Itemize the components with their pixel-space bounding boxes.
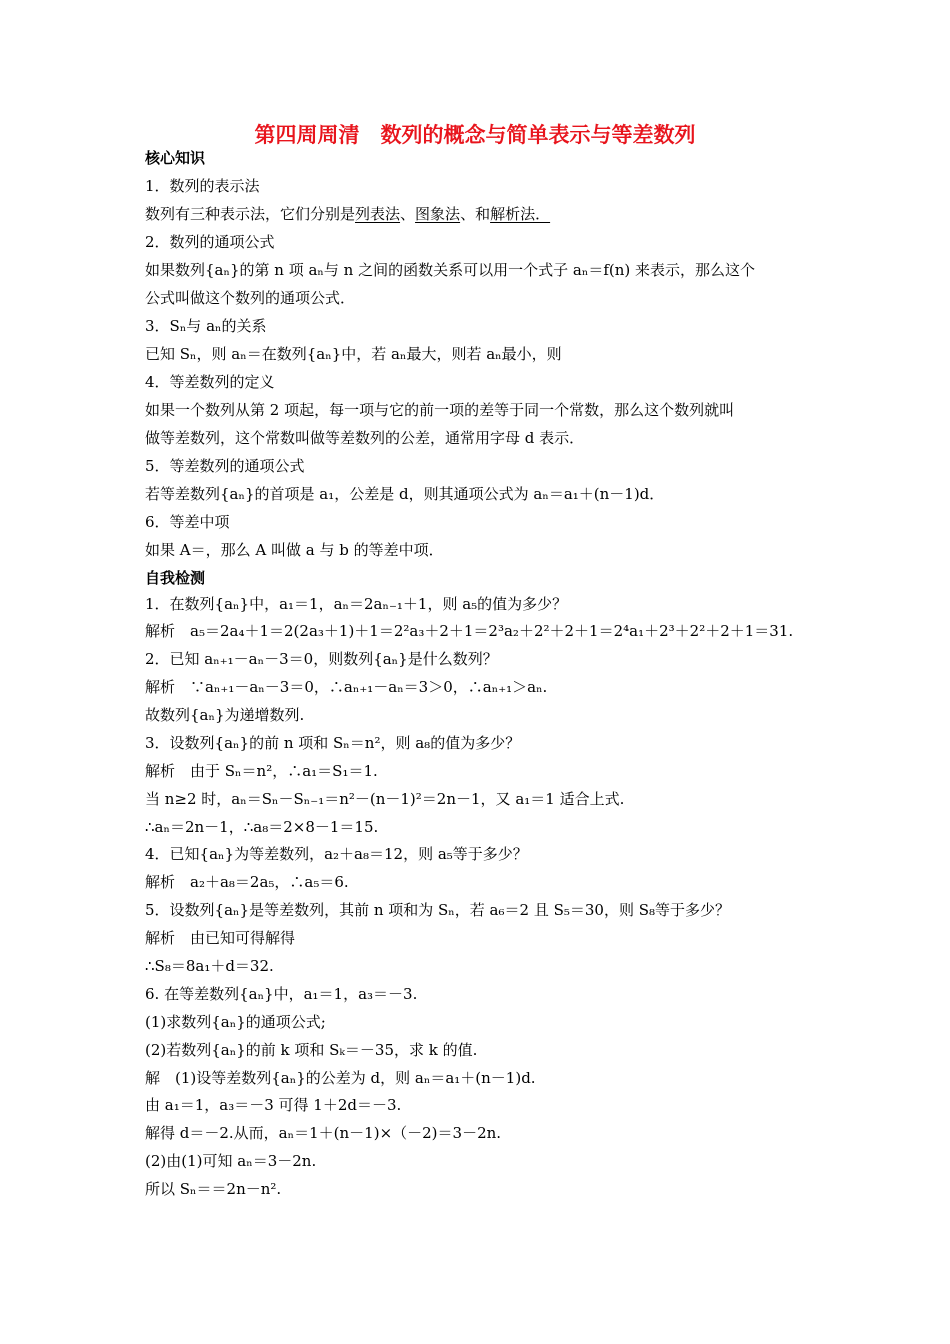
knowledge-6-heading: 6．等差中项 xyxy=(145,513,230,531)
question-6-solution-2: 由 a₁＝1，a₃＝－3 可得 1＋2d＝－3. xyxy=(145,1096,402,1114)
knowledge-4-line1: 如果一个数列从第 2 项起，每一项与它的前一项的差等于同一个常数，那么这个数列就叫 xyxy=(145,401,735,419)
knowledge-2-line2: 公式叫做这个数列的通项公式． xyxy=(145,289,356,307)
knowledge-5-heading: 5．等差数列的通项公式 xyxy=(145,457,305,475)
knowledge-4-heading: 4．等差数列的定义 xyxy=(145,373,275,391)
question-3: 3．设数列{aₙ}的前 n 项和 Sₙ＝n²，则 a₈的值为多少？ xyxy=(145,734,521,752)
knowledge-6-text: 如果 A＝，那么 A 叫做 a 与 b 的等差中项． xyxy=(145,541,444,559)
knowledge-2-heading: 2．数列的通项公式 xyxy=(145,233,275,251)
question-4: 4．已知{aₙ}为等差数列，a₂＋a₈＝12，则 a₅等于多少？ xyxy=(145,845,528,863)
knowledge-3-text: 已知 Sₙ，则 aₙ＝在数列{aₙ}中，若 aₙ最大，则若 aₙ最小，则 xyxy=(145,345,562,363)
question-6: 6. 在等差数列{aₙ}中，a₁＝1，a₃＝－3. xyxy=(145,985,418,1003)
question-1: 1．在数列{aₙ}中，a₁＝1，aₙ＝2aₙ₋₁＋1，则 a₅的值为多少？ xyxy=(145,595,568,613)
blank-answer: 列表法 xyxy=(355,205,401,223)
knowledge-5-text: 若等差数列{aₙ}的首项是 a₁，公差是 d，则其通项公式为 aₙ＝a₁＋(n－1)d． xyxy=(145,485,665,503)
question-4-solution: 解析 a₂＋a₈＝2a₅，∴a₅＝6. xyxy=(145,873,349,891)
question-3-solution-3: ∴aₙ＝2n－1，∴a₈＝2×8－1＝15. xyxy=(145,818,379,836)
question-2-solution-1: 解析 ∵aₙ₊₁－aₙ－3＝0，∴aₙ₊₁－aₙ＝3＞0，∴aₙ₊₁＞aₙ. xyxy=(145,678,548,696)
section-heading-core: 核心知识 xyxy=(145,149,206,167)
question-6-solution-1: 解 (1)设等差数列{aₙ}的公差为 d，则 aₙ＝a₁＋(n－1)d. xyxy=(145,1069,536,1087)
question-2: 2．已知 aₙ₊₁－aₙ－3＝0，则数列{aₙ}是什么数列？ xyxy=(145,650,498,668)
question-1-solution: 解析 a₅＝2a₄＋1＝2(2a₃＋1)＋1＝2²a₃＋2＋1＝2³a₂＋2²＋2＋1＝2⁴a₁＋2³＋2²＋2＋1＝31. xyxy=(145,622,794,640)
blank-answer: 图象法 xyxy=(415,205,461,223)
question-2-solution-2: 故数列{aₙ}为递增数列. xyxy=(145,706,305,724)
question-3-solution-1: 解析 由于 Sₙ＝n²，∴a₁＝S₁＝1. xyxy=(145,762,378,780)
knowledge-2-line1: 如果数列{aₙ}的第 n 项 aₙ与 n 之间的函数关系可以用一个式子 aₙ＝f(n) 来表示，那么这个 xyxy=(145,261,756,279)
question-6-part-2: (2)若数列{aₙ}的前 k 项和 Sₖ＝－35，求 k 的值. xyxy=(145,1041,478,1059)
page-title: 第四周周清 数列的概念与简单表示与等差数列 xyxy=(254,123,696,147)
question-3-solution-2: 当 n≥2 时，aₙ＝Sₙ－Sₙ₋₁＝n²－(n－1)²＝2n－1，又 a₁＝1 适合上式. xyxy=(145,790,625,808)
question-6-solution-5: 所以 Sₙ＝＝2n－n². xyxy=(145,1180,282,1198)
question-6-solution-4: (2)由(1)可知 aₙ＝3－2n. xyxy=(145,1152,317,1170)
section-heading-self-check: 自我检测 xyxy=(145,569,206,587)
knowledge-4-line2: 做等差数列，这个常数叫做等差数列的公差，通常用字母 d 表示． xyxy=(145,429,585,447)
question-5: 5．设数列{aₙ}是等差数列，其前 n 项和为 Sₙ，若 a₆＝2 且 S₅＝30，则 S₈等于多少？ xyxy=(145,901,731,919)
knowledge-1-text: 数列有三种表示法，它们分别是列表法、图象法、和解析法． xyxy=(145,205,551,223)
question-6-solution-3: 解得 d＝－2.从而，aₙ＝1＋(n－1)×（－2)＝3－2n. xyxy=(145,1124,502,1142)
question-5-solution-2: ∴S₈＝8a₁＋d＝32. xyxy=(145,957,274,975)
knowledge-1-heading: 1．数列的表示法 xyxy=(145,177,260,195)
knowledge-3-heading: 3．Sₙ与 aₙ的关系 xyxy=(145,317,267,335)
question-5-solution-1: 解析 由已知可得解得 xyxy=(145,929,296,947)
question-6-part-1: (1)求数列{aₙ}的通项公式; xyxy=(145,1013,326,1031)
blank-answer: 解析法． xyxy=(490,205,551,223)
